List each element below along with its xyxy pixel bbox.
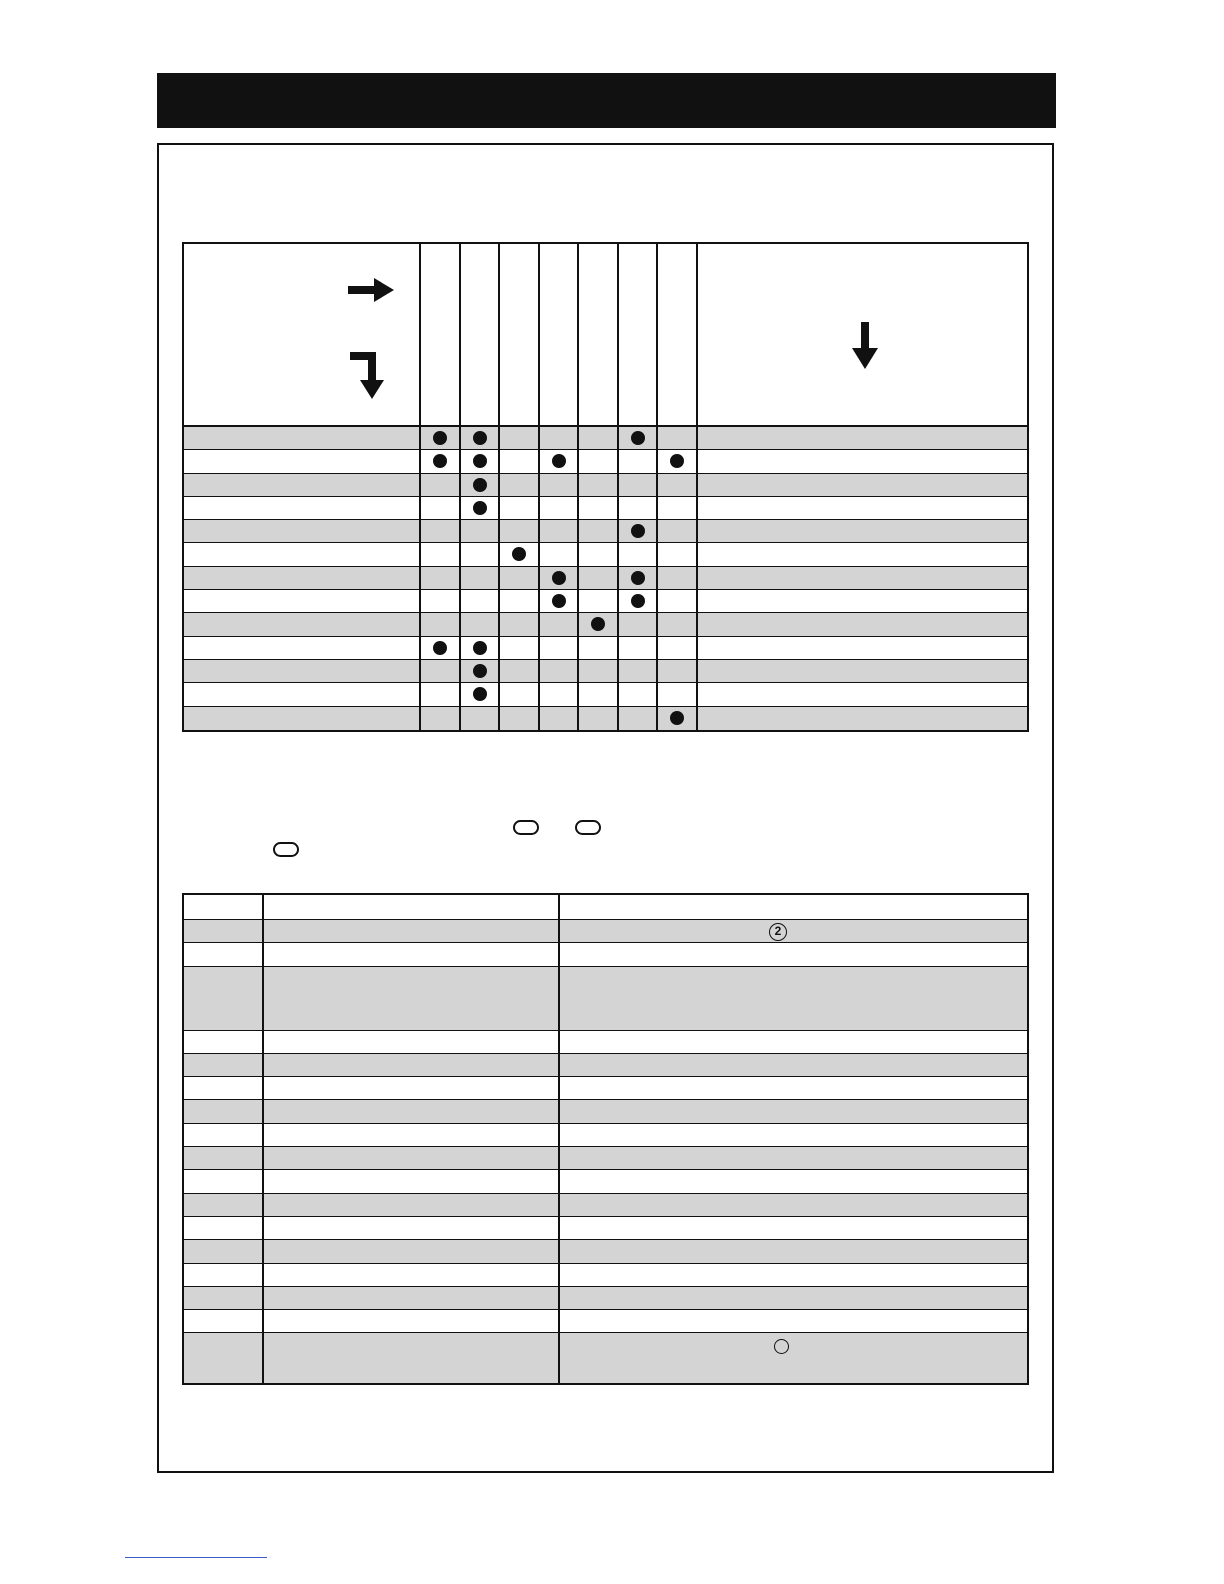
column-divider [262,1240,264,1262]
column-divider [538,707,540,730]
filled-dot-marker [631,571,645,585]
column-divider [459,543,461,565]
column-divider [577,660,579,682]
column-divider [617,244,619,425]
column-divider [459,590,461,612]
filled-dot-marker [670,454,684,468]
filled-dot-marker [473,641,487,655]
column-divider [617,497,619,519]
column-divider [459,660,461,682]
matrix-row [184,660,1027,683]
column-divider [419,683,421,705]
codes-table-row [184,1124,1027,1147]
column-divider [696,567,698,589]
column-divider [459,613,461,635]
codes-table-row [184,1287,1027,1310]
column-divider [656,474,658,496]
column-divider [558,1100,560,1122]
column-divider [538,474,540,496]
column-divider [577,590,579,612]
column-divider [558,895,560,919]
filled-dot-marker [473,431,487,445]
matrix-row [184,683,1027,706]
matrix-row [184,637,1027,660]
column-divider [498,450,500,472]
column-divider [558,1240,560,1262]
column-divider [656,497,658,519]
symptom-matrix-table [182,242,1029,732]
codes-table-row [184,895,1027,920]
arrow-down-icon [852,322,878,369]
column-divider [538,543,540,565]
codes-table-row [184,967,1027,1031]
column-divider [558,1031,560,1053]
column-divider [498,683,500,705]
column-divider [538,567,540,589]
matrix-row [184,707,1027,730]
matrix-row [184,613,1027,636]
circled-number-icon: 2 [769,923,787,941]
column-divider [262,1077,264,1099]
column-divider [696,707,698,730]
column-divider [577,474,579,496]
column-divider [696,497,698,519]
column-divider [262,1170,264,1192]
matrix-row [184,543,1027,566]
column-divider [419,520,421,542]
matrix-row [184,450,1027,473]
column-divider [498,427,500,449]
codes-table-row [184,943,1027,966]
codes-table-row [184,1310,1027,1333]
filled-dot-marker [631,431,645,445]
column-divider [262,1147,264,1169]
column-divider [656,660,658,682]
column-divider [558,967,560,1030]
column-divider [696,637,698,659]
column-divider [262,1264,264,1286]
column-divider [262,1217,264,1239]
column-divider [558,943,560,965]
column-divider [558,1264,560,1286]
column-divider [419,637,421,659]
codes-table-row [184,1054,1027,1077]
column-divider [459,707,461,730]
column-divider [656,244,658,425]
filled-dot-marker [473,501,487,515]
column-divider [558,1287,560,1309]
column-divider [498,520,500,542]
column-divider [538,520,540,542]
filled-dot-marker [670,711,684,725]
filled-dot-marker [473,664,487,678]
codes-table-row [184,1077,1027,1100]
codes-table-row [184,1170,1027,1193]
column-divider [419,474,421,496]
column-divider [459,450,461,472]
column-divider [656,427,658,449]
column-divider [577,497,579,519]
column-divider [696,427,698,449]
column-divider [538,613,540,635]
column-divider [419,590,421,612]
codes-table-row [184,920,1027,943]
column-divider [617,613,619,635]
column-divider [498,590,500,612]
column-divider [459,567,461,589]
column-divider [459,497,461,519]
matrix-row [184,567,1027,590]
filled-dot-marker [433,641,447,655]
column-divider [577,520,579,542]
column-divider [498,497,500,519]
filled-dot-marker [552,454,566,468]
column-divider [419,244,421,425]
filled-dot-marker [552,571,566,585]
column-divider [538,427,540,449]
column-divider [577,244,579,425]
column-divider [577,567,579,589]
filled-dot-marker [473,478,487,492]
codes-table-row [184,1147,1027,1170]
column-divider [538,683,540,705]
matrix-header [184,244,1027,427]
column-divider [262,1054,264,1076]
arrow-right-icon [348,278,394,302]
column-divider [558,1147,560,1169]
column-divider [617,660,619,682]
oval-indicator-icon [575,820,601,835]
column-divider [558,1124,560,1146]
column-divider [558,1054,560,1076]
column-divider [617,543,619,565]
column-divider [696,660,698,682]
column-divider [262,1194,264,1216]
column-divider [419,707,421,730]
filled-dot-marker [433,431,447,445]
column-divider [459,637,461,659]
oval-indicator-icon [513,820,539,835]
column-divider [459,520,461,542]
column-divider [419,497,421,519]
column-divider [617,683,619,705]
column-divider [577,427,579,449]
matrix-row [184,590,1027,613]
arrow-hook-down-icon [350,352,390,400]
column-divider [538,497,540,519]
column-divider [459,427,461,449]
column-divider [459,474,461,496]
column-divider [558,1333,560,1383]
matrix-row [184,427,1027,450]
column-divider [558,1077,560,1099]
codes-table-row [184,1031,1027,1054]
column-divider [577,543,579,565]
column-divider [617,590,619,612]
column-divider [696,590,698,612]
column-divider [656,707,658,730]
column-divider [498,707,500,730]
column-divider [538,637,540,659]
column-divider [498,613,500,635]
column-divider [558,1310,560,1332]
filled-dot-marker [512,547,526,561]
filled-dot-marker [433,454,447,468]
column-divider [538,450,540,472]
column-divider [498,660,500,682]
matrix-row [184,497,1027,520]
column-divider [617,450,619,472]
codes-table-row [184,1194,1027,1217]
column-divider [656,683,658,705]
column-divider [262,1124,264,1146]
codes-table-row [184,1333,1027,1383]
column-divider [577,613,579,635]
column-divider [558,1170,560,1192]
column-divider [696,520,698,542]
column-divider [262,1310,264,1332]
column-divider [498,637,500,659]
column-divider [577,707,579,730]
column-divider [656,567,658,589]
column-divider [538,590,540,612]
column-divider [577,683,579,705]
column-divider [498,543,500,565]
column-divider [656,613,658,635]
column-divider [558,1194,560,1216]
column-divider [262,943,264,965]
header-bar [157,73,1056,128]
column-divider [262,967,264,1030]
filled-dot-marker [473,687,487,701]
column-divider [696,683,698,705]
column-divider [696,474,698,496]
filled-dot-marker [552,594,566,608]
column-divider [558,920,560,942]
column-divider [419,427,421,449]
column-divider [696,244,698,425]
footer-link-underline[interactable] [125,1557,267,1558]
matrix-row [184,520,1027,543]
codes-table-row [184,1217,1027,1240]
column-divider [262,920,264,942]
column-divider [696,543,698,565]
column-divider [656,543,658,565]
column-divider [498,474,500,496]
filled-dot-marker [473,454,487,468]
column-divider [617,567,619,589]
column-divider [617,520,619,542]
column-divider [459,683,461,705]
column-divider [617,427,619,449]
column-divider [617,707,619,730]
column-divider [262,1333,264,1383]
column-divider [538,660,540,682]
codes-table-row [184,1100,1027,1123]
column-divider [459,244,461,425]
column-divider [696,450,698,472]
column-divider [262,1100,264,1122]
filled-dot-marker [631,524,645,538]
filled-dot-marker [591,617,605,631]
column-divider [617,637,619,659]
column-divider [262,895,264,919]
column-divider [656,637,658,659]
column-divider [419,450,421,472]
column-divider [696,613,698,635]
codes-table [182,893,1029,1385]
filled-dot-marker [631,594,645,608]
column-divider [656,520,658,542]
column-divider [577,637,579,659]
open-circle-icon [774,1339,789,1354]
codes-table-row [184,1240,1027,1263]
column-divider [656,450,658,472]
column-divider [419,543,421,565]
codes-table-row [184,1264,1027,1287]
column-divider [498,244,500,425]
oval-indicator-icon [273,842,299,857]
column-divider [617,474,619,496]
column-divider [498,567,500,589]
column-divider [419,613,421,635]
column-divider [419,660,421,682]
matrix-row [184,474,1027,497]
column-divider [577,450,579,472]
column-divider [262,1287,264,1309]
column-divider [419,567,421,589]
column-divider [538,244,540,425]
column-divider [558,1217,560,1239]
column-divider [656,590,658,612]
column-divider [262,1031,264,1053]
